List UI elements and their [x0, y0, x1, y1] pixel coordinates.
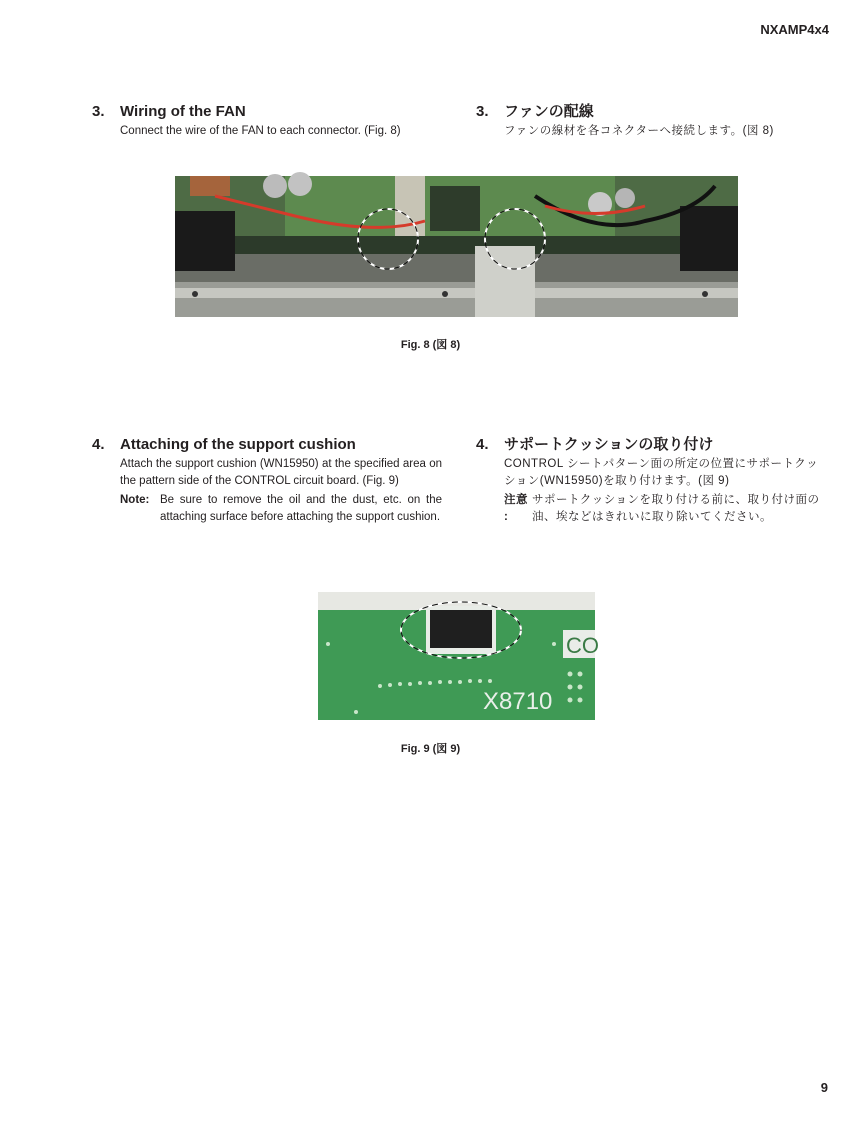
- note-text: Be sure to remove the oil and the dust, etc. on the attaching surface before attaching the support cushion.: [160, 494, 442, 523]
- section-title: ファンの配線: [504, 103, 594, 120]
- section-number: 3.: [92, 103, 105, 120]
- note-text: サポートクッションを取り付ける前に、取り付け面の油、埃などはきれいに取り除いてください。: [532, 494, 820, 523]
- note-label: Note:: [120, 494, 150, 506]
- support-cushion-photo: [318, 592, 599, 720]
- figure-8-caption: Fig. 8 (図 8): [400, 339, 461, 351]
- page-number: 9: [820, 1080, 828, 1095]
- section-title: サポートクッションの取り付け: [504, 436, 714, 453]
- section-number: 4.: [476, 436, 489, 453]
- board-label-co: CO: [566, 633, 599, 658]
- section-3-en: [92, 103, 452, 140]
- fan-wiring-photo: [175, 176, 738, 317]
- figure-9-caption: Fig. 9 (図 9): [400, 743, 461, 755]
- section-3-jp: [476, 103, 831, 140]
- section-number: 3.: [476, 103, 489, 120]
- note: [504, 492, 826, 526]
- section-title: Attaching of the support cushion: [120, 436, 356, 453]
- section-body: ファンの線材を各コネクターへ接続します。(図 8): [504, 125, 774, 137]
- circuit-board-image: [175, 176, 738, 317]
- section-title: Wiring of the FAN: [120, 103, 246, 120]
- model-name: NXAMP4x4: [760, 22, 829, 37]
- circuit-board-image: [318, 592, 599, 720]
- note-label: 注意 :: [504, 494, 528, 523]
- section-body: Connect the wire of the FAN to each connector. (Fig. 8): [120, 125, 401, 137]
- section-4-jp: [476, 436, 826, 526]
- section-body: CONTROL シートパターン面の所定の位置にサポートクッション(WN15950)を取り付けます。(図 9): [504, 458, 819, 487]
- note: [120, 492, 442, 526]
- board-label-x8710: X8710: [483, 688, 553, 715]
- section-body: Attach the support cushion (WN15950) at the specified area on the pattern side of the CONTROL circuit board. (Fig. 9): [120, 458, 442, 487]
- section-4-en: [92, 436, 442, 526]
- section-number: 4.: [92, 436, 105, 453]
